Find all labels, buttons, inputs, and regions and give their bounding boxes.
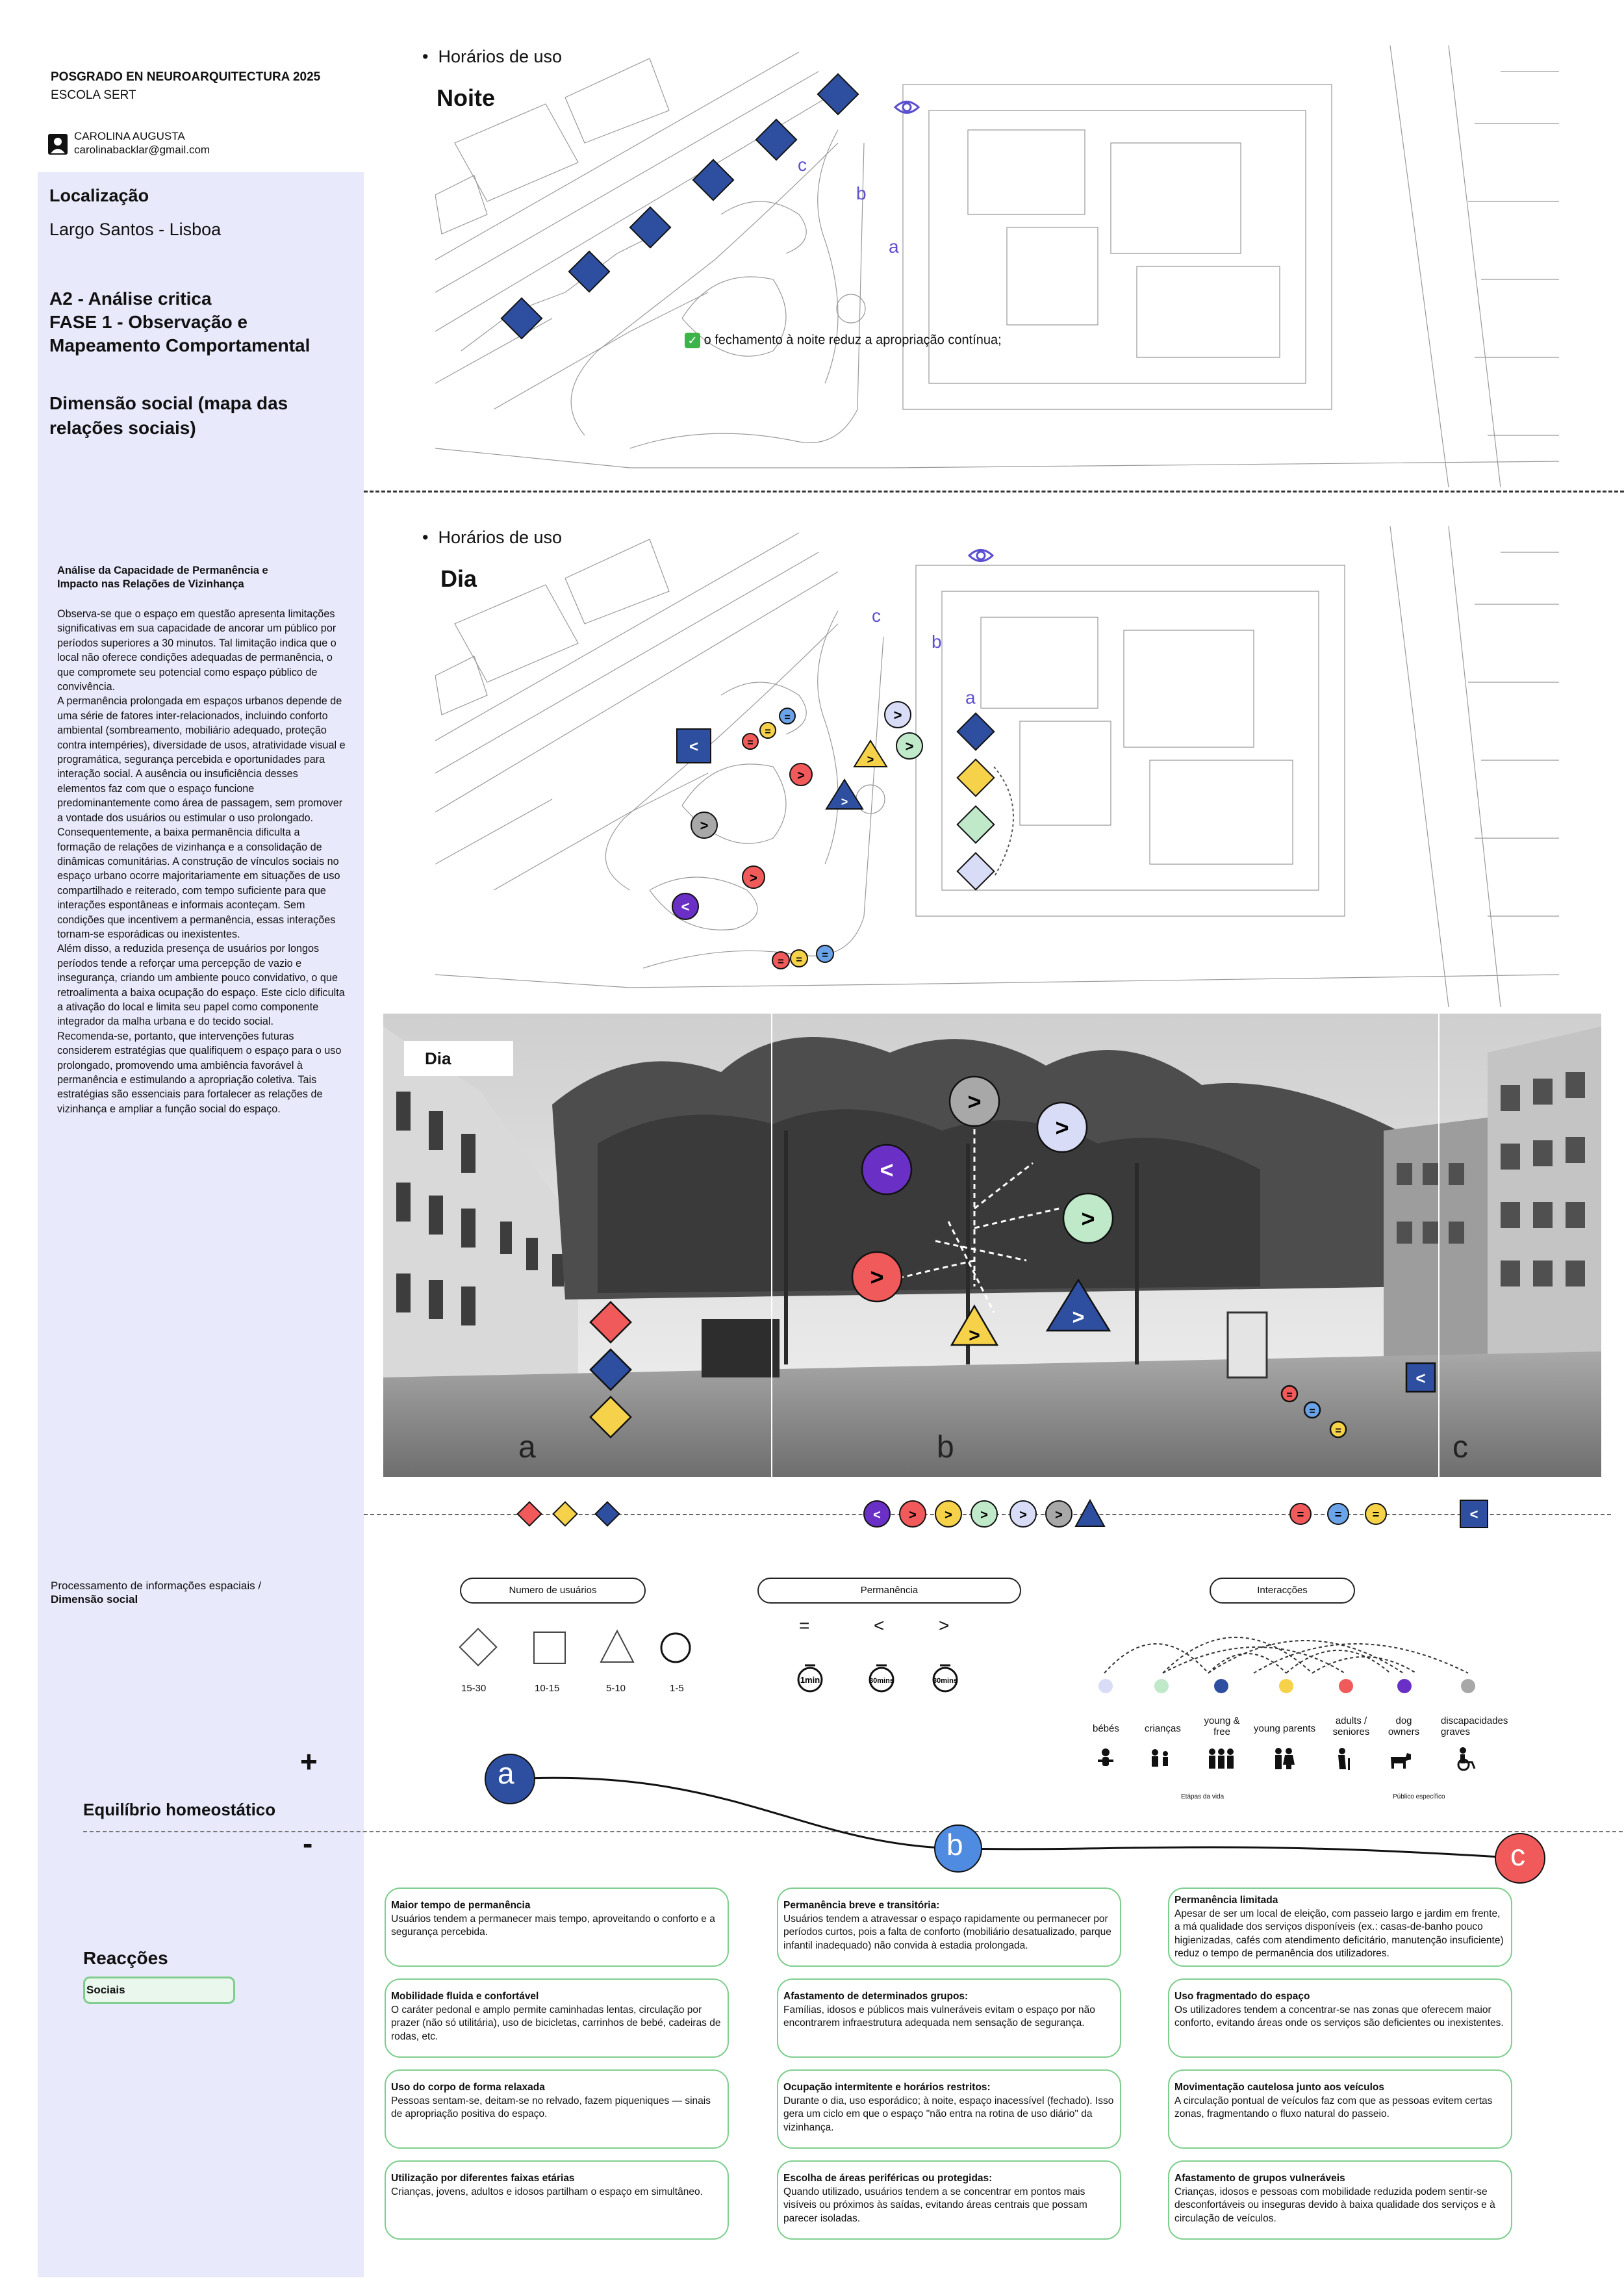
reaction-card bbox=[385, 1978, 729, 2058]
permanence-less: < bbox=[874, 1615, 885, 1635]
processing-label bbox=[51, 1579, 261, 1606]
reaction-card-title: Maior tempo de permanência bbox=[391, 1900, 531, 1911]
panorama-photo bbox=[383, 1014, 1601, 1477]
svg-text:<: < bbox=[873, 1508, 881, 1522]
night-label-b: b bbox=[856, 183, 867, 203]
permanence-greater: > bbox=[939, 1615, 950, 1635]
reaction-card-title: Afastamento de determinados grupos: bbox=[783, 1991, 969, 2002]
dimension-title bbox=[49, 391, 288, 441]
location-heading: Localização bbox=[49, 186, 149, 205]
group-label-disabilities: discapacidades graves bbox=[1441, 1715, 1508, 1737]
svg-text:>: > bbox=[969, 1325, 980, 1346]
reaction-card-title: Movimentação cautelosa junto aos veículos bbox=[1174, 2082, 1385, 2093]
reaction-card-body: Usuários tendem a permanecer mais tempo, aproveitando o conforto e a segurança percebida. bbox=[391, 1913, 715, 1938]
reaction-card-body: Crianças, jovens, adultos e idosos partilham o espaço em simultâneo. bbox=[391, 2186, 703, 2197]
svg-text:=: = bbox=[1309, 1406, 1315, 1417]
svg-text:=: = bbox=[1334, 1508, 1342, 1521]
users-legend-title: Numero de usuários bbox=[460, 1578, 646, 1604]
dot-adults bbox=[1339, 1679, 1353, 1693]
svg-text:>: > bbox=[1072, 1305, 1085, 1329]
dot-disabilities bbox=[1461, 1679, 1475, 1693]
svg-text:>: > bbox=[700, 817, 709, 834]
reaction-card-body: Durante o dia, uso esporádico; à noite, espaço inacessível (fechado). Isso gera um ciclo em que o espaço "não entra na rotina de uso diário" da vizinhança. bbox=[783, 2095, 1114, 2133]
clock-icons bbox=[794, 1662, 969, 1695]
svg-text:=: = bbox=[765, 726, 771, 737]
day-bullet: • Horários de uso bbox=[422, 528, 563, 547]
night-bullet: • Horários de uso bbox=[422, 47, 563, 66]
assignment-line-1: A2 - Análise critica bbox=[49, 288, 212, 309]
svg-text:=: = bbox=[747, 737, 754, 749]
reaction-card-title: Utilização por diferentes faixas etárias bbox=[391, 2173, 575, 2184]
reaction-card-title: Afastamento de grupos vulneráveis bbox=[1174, 2173, 1345, 2184]
reaction-card bbox=[385, 1888, 729, 1967]
eye-icon bbox=[968, 544, 994, 567]
svg-text:=: = bbox=[1335, 1426, 1341, 1437]
group-label-young-parents: young parents bbox=[1254, 1723, 1316, 1734]
svg-text:<: < bbox=[880, 1157, 894, 1183]
public-note: Público específico bbox=[1393, 1793, 1445, 1800]
permanence-legend-title: Permanência bbox=[757, 1578, 1021, 1604]
night-note-text: o fechamento à noite reduz a apropriação contínua; bbox=[704, 333, 1002, 348]
day-label-b: b bbox=[932, 632, 942, 652]
reaction-card bbox=[777, 1978, 1121, 2058]
night-markers bbox=[494, 68, 922, 348]
reactions-tag: Sociais bbox=[83, 1977, 235, 2004]
night-label-a: a bbox=[889, 237, 899, 257]
dot-bebes bbox=[1098, 1679, 1113, 1693]
triangle-icon bbox=[601, 1631, 633, 1662]
day-label-c: c bbox=[872, 606, 881, 626]
analysis-body: Observa-se que o espaço em questão apresenta limitações significativas em sua capacidade de ancorar um público por períodos superiores a 30 minutos. Tal limitação indica que o local não oferece condições adequadas de permanência, o que compromete seu potencial como espaço público de convivência. A permanência prolongada em espaços urbanos depende de uma série de fatores inter-relacionados, incluindo conforto ambiental (sombreamento, mobiliário adequado, proteção contra intempéries), diversidade de usos, atratividade visual e programática, segurança percebida e oportunidades para interação social. A ausência ou insuficiência desses elementos faz com que o espaço funcione predominantemente como área de passagem, sem promover a vontade dos usuários ou estimular o uso prolongado. Consequentemente, a baixa permanência dificulta a formação de relações de vizinhança e a consolidação de dinâmicas comunitárias. A construção de vínculos sociais no espaço urbano ocorre majoritariamente em situações de uso compartilhado e reiterado, com tempo suficiente para que interações espontâneas e informais aconteçam. Sem condições que incentivem a permanência, essas interações tornam-se esporádicas ou inexistentes. Além disso, a reduzida presença de usuários por longos períodos tende a reforçar uma percepção de vazio e insegurança, criando um ambiente pouco convidativo, o que retroalimenta a baixa ocupação do espaço. Este ciclo dificulta a ativação do local e limita seu papel como componente integrador da malha urbana e do tecido social. Recomenda-se, portanto, que intervenções futuras considerem estratégias que qualifiquem o espaço para o uso prolongado, promovendo uma ambiência favorável à permanência e estimulando a apropriação coletiva. Tais estratégias são essenciais para fortalecer as relações de vizinhança e ampliar a função social do espaço. bbox=[57, 608, 346, 1115]
users-legend-shapes bbox=[455, 1624, 702, 1670]
day-title: Dia bbox=[440, 565, 477, 592]
balance-curve bbox=[474, 1748, 1566, 1904]
photo-label-a: a bbox=[518, 1430, 536, 1465]
reaction-card-body: O caráter pedonal e amplo permite caminhadas lentas, circulação por prazer (não só utilitária), uso de bicicletas, carrinhos de bebé, cadeiras de rodas, etc. bbox=[391, 2004, 721, 2042]
night-marker-6 bbox=[818, 74, 858, 114]
user-icon bbox=[48, 134, 68, 155]
analysis-title-line-1: Análise da Capacidade de Permanência e bbox=[57, 565, 268, 576]
assignment-title bbox=[49, 287, 310, 357]
night-label-c: c bbox=[798, 155, 807, 175]
night-marker-4 bbox=[693, 160, 733, 200]
svg-text:>: > bbox=[797, 769, 805, 783]
eye-icon bbox=[894, 96, 920, 118]
reaction-card-title: Mobilidade fluida e confortável bbox=[391, 1991, 539, 2002]
reaction-card bbox=[1168, 1888, 1512, 1967]
course-title: POSGRADO EN NEUROARQUITECTURA 2025 bbox=[51, 70, 321, 84]
reaction-card bbox=[777, 2160, 1121, 2240]
analysis-title-line-2: Impacto nas Relações de Vizinhança bbox=[57, 578, 244, 590]
interactions-graph bbox=[1091, 1608, 1481, 1686]
group-label-young-free: young & free bbox=[1204, 1715, 1240, 1737]
circle-icon bbox=[661, 1633, 690, 1662]
day-markers bbox=[663, 689, 1052, 981]
svg-text:=: = bbox=[822, 950, 828, 961]
night-marker-3 bbox=[630, 207, 670, 248]
clock-label-1: 1min bbox=[800, 1675, 820, 1685]
night-title: Noite bbox=[437, 84, 495, 111]
balance-label-b: b bbox=[946, 1828, 963, 1862]
svg-text:<: < bbox=[689, 738, 699, 756]
reaction-card bbox=[1168, 1978, 1512, 2058]
svg-text:>: > bbox=[1055, 1508, 1063, 1522]
svg-text:=: = bbox=[1372, 1508, 1380, 1521]
balance-minus: - bbox=[303, 1826, 313, 1860]
stage-note: Etápas da vida bbox=[1181, 1793, 1224, 1800]
panorama-image bbox=[383, 1014, 1601, 1477]
dimension-line-1: Dimensão social (mapa das bbox=[49, 393, 288, 413]
processing-line-1: Processamento de informações espaciais / bbox=[51, 1580, 262, 1592]
assignment-line-3: Mapeamento Comportamental bbox=[49, 335, 311, 355]
dot-young-parents bbox=[1279, 1679, 1293, 1693]
diamond-icon bbox=[460, 1629, 497, 1666]
interactions-legend-title: Interacções bbox=[1210, 1578, 1355, 1604]
balance-title: Equilíbrio homeostático bbox=[83, 1800, 276, 1819]
users-legend-5-10: 5-10 bbox=[606, 1683, 626, 1694]
night-bullet-text: Horários de uso bbox=[438, 47, 563, 66]
reaction-card bbox=[1168, 2069, 1512, 2149]
reaction-card bbox=[777, 2069, 1121, 2149]
group-label-bebes: bébés bbox=[1093, 1723, 1119, 1734]
svg-text:>: > bbox=[945, 1508, 952, 1522]
reaction-card-title: Ocupação intermitente e horários restritos: bbox=[783, 2082, 991, 2093]
group-label-dog-owners: dog owners bbox=[1388, 1715, 1420, 1737]
users-legend-10-15: 10-15 bbox=[535, 1683, 560, 1694]
svg-text:=: = bbox=[778, 956, 784, 967]
users-legend-15-30: 15-30 bbox=[461, 1683, 487, 1694]
reaction-card-body: Pessoas sentam-se, deitam-se no relvado, fazem piqueniques — sinais de apropriação positiva do espaço. bbox=[391, 2095, 711, 2120]
permanence-equal: = bbox=[799, 1615, 810, 1635]
section-divider bbox=[364, 491, 1624, 493]
svg-text:>: > bbox=[1081, 1205, 1095, 1232]
analysis-title bbox=[57, 564, 268, 591]
reactions-title: Reacções bbox=[83, 1948, 168, 1968]
svg-text:=: = bbox=[784, 712, 791, 723]
clock-label-3: 30mins bbox=[933, 1677, 958, 1685]
svg-text:<: < bbox=[1415, 1368, 1426, 1388]
svg-text:=: = bbox=[1297, 1508, 1304, 1521]
night-note bbox=[685, 333, 1002, 348]
reaction-card bbox=[385, 2160, 729, 2240]
balance-label-c: c bbox=[1510, 1838, 1525, 1872]
dot-criancas bbox=[1154, 1679, 1169, 1693]
svg-text:=: = bbox=[796, 954, 802, 966]
assignment-line-2: FASE 1 - Observação e bbox=[49, 312, 248, 332]
summary-markers bbox=[507, 1498, 1494, 1530]
balance-plus: + bbox=[300, 1745, 318, 1778]
svg-text:>: > bbox=[980, 1508, 988, 1522]
group-label-criancas: crianças bbox=[1145, 1723, 1181, 1734]
svg-text:>: > bbox=[909, 1508, 917, 1522]
reaction-card-title: Uso do corpo de forma relaxada bbox=[391, 2082, 545, 2093]
reaction-card bbox=[385, 2069, 729, 2149]
dot-dog-owners bbox=[1397, 1679, 1412, 1693]
night-marker-2 bbox=[569, 251, 609, 292]
svg-text:>: > bbox=[867, 753, 874, 766]
reaction-card-body: Os utilizadores tendem a concentrar-se nas zonas que oferecem maior conforto, evitando áreas onde os serviços são deficientes ou inexistentes. bbox=[1174, 2004, 1504, 2029]
author-email[interactable]: carolinabacklar@gmail.com bbox=[74, 144, 210, 156]
svg-text:>: > bbox=[841, 795, 848, 808]
svg-text:>: > bbox=[967, 1088, 982, 1115]
reaction-card bbox=[777, 1888, 1121, 1967]
reaction-card-body: Apesar de ser um local de eleição, com passeio largo e jardim em frente, a má qualidade dos serviços disponíveis (ex.: casas-de-banho pouco higienizadas, cafés com atendimento deficitário, manutenção insuficiente) reduz o tempo de permanência dos utilizadores. bbox=[1174, 1908, 1504, 1960]
day-label-a: a bbox=[965, 687, 976, 708]
photo-label-b: b bbox=[937, 1430, 954, 1465]
reaction-card-body: Quando utilizado, usuários tendem a se concentrar em pontos mais visíveis ou próximos às saídas, evitando áreas centrais que possam parecer isoladas. bbox=[783, 2186, 1087, 2224]
school-name: ESCOLA SERT bbox=[51, 88, 136, 102]
reaction-card bbox=[1168, 2160, 1512, 2240]
reaction-card-body: A circulação pontual de veículos faz com que as pessoas evitem certas zonas, fragmentando o fluxo natural do passeio. bbox=[1174, 2095, 1493, 2120]
checkmark-icon: ✓ bbox=[685, 333, 700, 348]
reaction-card-body: Crianças, idosos e pessoas com mobilidade reduzida podem sentir-se desconfortáveis ou inseguras devido à baixa qualidade dos serviços e à circulação de veículos. bbox=[1174, 2186, 1495, 2224]
reaction-card-title: Permanência limitada bbox=[1174, 1895, 1278, 1906]
reaction-card-title: Permanência breve e transitória: bbox=[783, 1900, 940, 1911]
square-icon bbox=[534, 1632, 565, 1663]
dot-young-free bbox=[1214, 1679, 1228, 1693]
svg-text:>: > bbox=[870, 1264, 884, 1290]
reaction-card-body: Usuários tendem a atravessar o espaço rapidamente ou permanecer por períodos curtos, pois a falta de conforto (mobiliário desatualizado, parque infantil inadequado) não convida à estadia prolongada. bbox=[783, 1913, 1111, 1951]
dimension-line-2: relações sociais) bbox=[49, 418, 196, 438]
night-marker-1 bbox=[501, 298, 542, 339]
group-label-adults: adults / seniores bbox=[1332, 1715, 1370, 1737]
day-bullet-text: Horários de uso bbox=[438, 528, 563, 547]
svg-text:>: > bbox=[1055, 1114, 1069, 1141]
night-marker-5 bbox=[756, 120, 796, 160]
clock-label-2: 30mins bbox=[869, 1677, 894, 1685]
users-legend-1-5: 1-5 bbox=[670, 1683, 684, 1694]
svg-text:>: > bbox=[905, 738, 914, 754]
interaction-dots bbox=[1098, 1676, 1481, 1696]
svg-text:<: < bbox=[1469, 1506, 1478, 1522]
reaction-card-title: Escolha de áreas periféricas ou protegidas: bbox=[783, 2173, 993, 2184]
reaction-card-title: Uso fragmentado do espaço bbox=[1174, 1991, 1310, 2002]
photo-tag: Dia bbox=[404, 1041, 513, 1076]
svg-text:=: = bbox=[1286, 1390, 1293, 1401]
svg-text:>: > bbox=[893, 707, 902, 723]
svg-text:>: > bbox=[1019, 1508, 1027, 1522]
svg-text:>: > bbox=[750, 871, 757, 886]
reaction-card-body: Famílias, idosos e públicos mais vulneráveis evitam o espaço por não encontrarem infraestrutura adequada nem sensação de segurança. bbox=[783, 2004, 1095, 2029]
photo-label-c: c bbox=[1453, 1430, 1468, 1465]
svg-text:<: < bbox=[681, 899, 690, 915]
processing-line-2: Dimensão social bbox=[51, 1593, 138, 1606]
balance-label-a: a bbox=[498, 1756, 514, 1790]
author-name: CAROLINA AUGUSTA bbox=[74, 130, 185, 142]
location-value: Largo Santos - Lisboa bbox=[49, 220, 222, 239]
